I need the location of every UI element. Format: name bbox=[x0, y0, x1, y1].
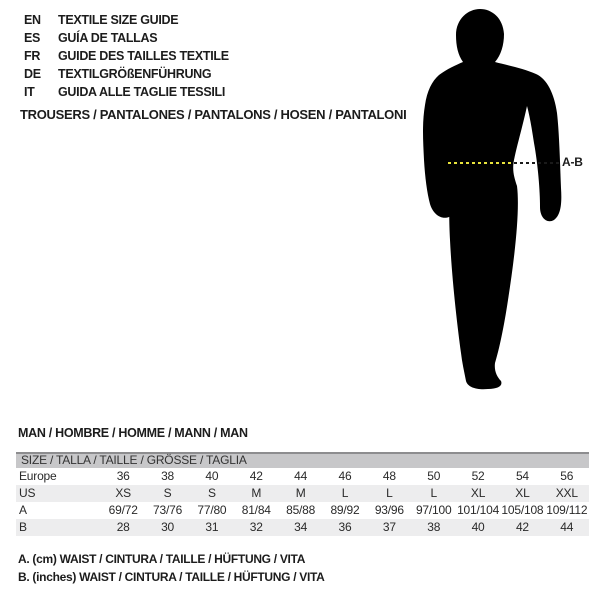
size-cell: 34 bbox=[294, 520, 308, 534]
size-cell: 44 bbox=[560, 520, 574, 534]
size-cell: 38 bbox=[427, 520, 441, 534]
row-label: US bbox=[19, 486, 36, 500]
size-cell: 73/76 bbox=[153, 503, 183, 517]
size-cell: M bbox=[251, 486, 262, 500]
size-cell: 36 bbox=[338, 520, 352, 534]
footnotes bbox=[18, 551, 325, 586]
size-cell: 69/72 bbox=[108, 503, 138, 517]
size-cell: 97/100 bbox=[415, 503, 452, 517]
size-table-row-us bbox=[16, 485, 589, 502]
row-label: A bbox=[19, 503, 27, 517]
size-cell: 40 bbox=[471, 520, 485, 534]
size-cell: 81/84 bbox=[241, 503, 271, 517]
size-cell: L bbox=[430, 486, 437, 500]
size-cell: XXL bbox=[555, 486, 578, 500]
size-cell: 48 bbox=[382, 469, 396, 483]
language-code: IT bbox=[24, 85, 35, 99]
size-table bbox=[16, 452, 589, 536]
size-table-body bbox=[16, 468, 589, 536]
size-cell: 52 bbox=[471, 469, 485, 483]
size-cell: S bbox=[163, 486, 172, 500]
size-cell: 44 bbox=[294, 469, 308, 483]
size-cell: XL bbox=[470, 486, 486, 500]
size-cell: S bbox=[207, 486, 216, 500]
section-title: MAN / HOMBRE / HOMME / MANN / MAN bbox=[18, 426, 248, 440]
row-label: Europe bbox=[19, 469, 57, 483]
size-cell: 28 bbox=[116, 520, 130, 534]
product-title: TROUSERS / PANTALONES / PANTALONS / HOSEN / PANTALONI bbox=[20, 107, 407, 122]
language-code: EN bbox=[24, 13, 41, 27]
language-code: FR bbox=[24, 49, 41, 63]
size-cell: L bbox=[386, 486, 393, 500]
size-cell: 42 bbox=[515, 520, 529, 534]
row-label: B bbox=[19, 520, 27, 534]
size-cell: 31 bbox=[205, 520, 219, 534]
man-silhouette-icon bbox=[420, 5, 570, 395]
language-row-es bbox=[24, 31, 229, 49]
size-cell: 40 bbox=[205, 469, 219, 483]
language-code: DE bbox=[24, 67, 41, 81]
size-cell: 46 bbox=[338, 469, 352, 483]
size-cell: 105/108 bbox=[501, 503, 544, 517]
language-row-de bbox=[24, 67, 229, 85]
language-label: GUÍA DE TALLAS bbox=[58, 31, 158, 45]
size-cell: 50 bbox=[427, 469, 441, 483]
size-cell: 42 bbox=[249, 469, 263, 483]
size-table-row-a bbox=[16, 502, 589, 519]
size-table-header: SIZE / TALLA / TAILLE / GRÖSSE / TAGLIA bbox=[16, 452, 589, 468]
language-label: TEXTILGRÖßENFÜHRUNG bbox=[58, 67, 212, 81]
size-cell: 89/92 bbox=[330, 503, 360, 517]
size-cell: 56 bbox=[560, 469, 574, 483]
size-cell: 93/96 bbox=[374, 503, 404, 517]
size-cell: 54 bbox=[515, 469, 529, 483]
language-row-en bbox=[24, 13, 229, 31]
language-label: GUIDE DES TAILLES TEXTILE bbox=[58, 49, 229, 63]
waist-measure-dash-off-body bbox=[514, 162, 560, 164]
size-cell: 101/104 bbox=[457, 503, 500, 517]
size-table-row-europe bbox=[16, 468, 589, 485]
size-cell: 77/80 bbox=[197, 503, 227, 517]
language-row-fr bbox=[24, 49, 229, 67]
size-cell: M bbox=[295, 486, 306, 500]
size-cell: 38 bbox=[161, 469, 175, 483]
size-cell: 32 bbox=[249, 520, 263, 534]
footnote-a: A. (cm) WAIST / CINTURA / TAILLE / HÜFTUNG / VITA bbox=[18, 552, 306, 566]
language-code: ES bbox=[24, 31, 41, 45]
size-cell: 36 bbox=[116, 469, 130, 483]
language-list bbox=[24, 13, 229, 103]
man-figure bbox=[420, 5, 600, 395]
language-row-it bbox=[24, 85, 229, 103]
waist-measure-dash-on-body bbox=[448, 162, 514, 164]
size-cell: 30 bbox=[161, 520, 175, 534]
waist-measure-label: A-B bbox=[562, 155, 583, 169]
size-table-row-b bbox=[16, 519, 589, 536]
language-label: TEXTILE SIZE GUIDE bbox=[58, 13, 179, 27]
size-cell: XL bbox=[515, 486, 530, 500]
size-cell: 37 bbox=[382, 520, 396, 534]
footnote-b: B. (inches) WAIST / CINTURA / TAILLE / HÜFTUNG / VITA bbox=[18, 569, 325, 584]
size-cell: 109/112 bbox=[546, 503, 588, 517]
size-cell: 85/88 bbox=[286, 503, 316, 517]
size-cell: L bbox=[341, 486, 349, 500]
size-cell: XS bbox=[115, 486, 131, 500]
language-label: GUIDA ALLE TAGLIE TESSILI bbox=[58, 85, 226, 99]
